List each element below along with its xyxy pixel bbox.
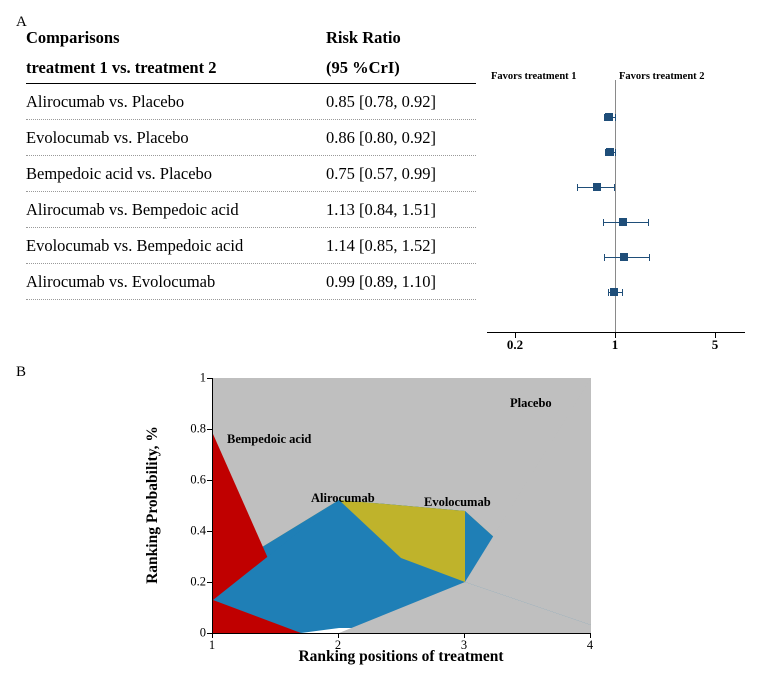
y-tick-label-0.4: 0.4	[190, 523, 206, 538]
x-tick-label-2: 2	[334, 638, 342, 652]
y-tick-label-0: 0	[199, 625, 206, 640]
ci-cap-low	[608, 289, 609, 296]
series-label-placebo: Placebo	[510, 396, 552, 410]
forest-plot-table	[26, 28, 476, 300]
table-row	[26, 264, 476, 300]
row-estimate: 1.13 [0.84, 1.51]	[326, 199, 436, 219]
x-tick-label-4: 4	[586, 638, 594, 652]
header-treatment-comparison: treatment 1 vs. treatment 2	[26, 58, 217, 77]
favors-treatment-1-label: Favors treatment 1	[491, 71, 577, 82]
y-axis-title: Ranking Probability, %	[144, 426, 161, 584]
point-estimate-marker	[619, 218, 627, 226]
point-estimate-marker	[620, 253, 628, 261]
point-estimate-marker	[606, 148, 614, 156]
header-risk-ratio: Risk Ratio	[326, 28, 401, 47]
x-tick-label-1: 1	[208, 638, 216, 652]
y-tick-label-0.2: 0.2	[190, 574, 206, 589]
panel-a-letter: A	[16, 14, 27, 30]
row-estimate: 0.85 [0.78, 0.92]	[326, 91, 436, 111]
favors-treatment-2-label: Favors treatment 2	[619, 71, 705, 82]
header-credible-interval: (95 %CrI)	[326, 58, 400, 77]
y-tick-label-1: 1	[199, 370, 206, 385]
table-row	[26, 156, 476, 192]
ci-cap-low	[577, 184, 578, 191]
header-comparisons: Comparisons	[26, 28, 120, 47]
point-estimate-marker	[593, 183, 601, 191]
ci-cap-low	[604, 254, 605, 261]
row-estimate: 0.99 [0.89, 1.10]	[326, 271, 436, 291]
point-estimate-marker	[605, 113, 613, 121]
table-row	[26, 228, 476, 264]
panel-b-letter: B	[16, 364, 27, 380]
ci-cap-high	[622, 289, 623, 296]
x-tick-label-3: 3	[460, 638, 468, 652]
row-comparison: Bempedoic acid vs. Placebo	[26, 163, 213, 183]
row-estimate: 0.86 [0.80, 0.92]	[326, 127, 436, 147]
series-label-bempedoic-acid: Bempedoic acid	[227, 432, 312, 446]
ci-cap-high	[615, 149, 616, 156]
y-tick-label-0.8: 0.8	[190, 421, 206, 436]
row-comparison: Alirocumab vs. Placebo	[26, 91, 185, 111]
series-label-evolocumab: Evolocumab	[424, 495, 491, 509]
rankogram-plot-area	[212, 378, 591, 634]
x-tick-label-left: 0.2	[506, 337, 524, 352]
row-estimate: 0.75 [0.57, 0.99]	[326, 163, 436, 183]
ci-cap-high	[648, 219, 649, 226]
ci-cap-high	[649, 254, 650, 261]
row-estimate: 1.14 [0.85, 1.52]	[326, 235, 436, 255]
rankogram-svg	[213, 378, 591, 633]
table-header-row-2	[26, 58, 476, 78]
point-estimate-marker	[610, 288, 618, 296]
x-tick-label-right: 5	[711, 337, 719, 352]
row-comparison: Evolocumab vs. Bempedoic acid	[26, 235, 244, 255]
forest-plot-graphic	[487, 60, 745, 352]
x-axis-title: Ranking positions of treatment	[298, 648, 504, 665]
row-comparison: Alirocumab vs. Bempedoic acid	[26, 199, 239, 219]
row-comparison: Evolocumab vs. Placebo	[26, 127, 189, 147]
ci-cap-high	[614, 184, 615, 191]
table-row	[26, 192, 476, 228]
y-tick-label-0.6: 0.6	[190, 472, 206, 487]
ci-cap-high	[615, 114, 616, 121]
table-header-row-1	[26, 28, 476, 48]
table-row	[26, 120, 476, 156]
forest-x-axis	[487, 332, 745, 333]
series-label-alirocumab: Alirocumab	[311, 491, 375, 505]
row-comparison: Alirocumab vs. Evolocumab	[26, 271, 216, 291]
x-tick-label-middle: 1	[611, 337, 619, 352]
table-row	[26, 84, 476, 120]
panel-b-rankogram	[0, 360, 759, 677]
ci-cap-low	[603, 219, 604, 226]
